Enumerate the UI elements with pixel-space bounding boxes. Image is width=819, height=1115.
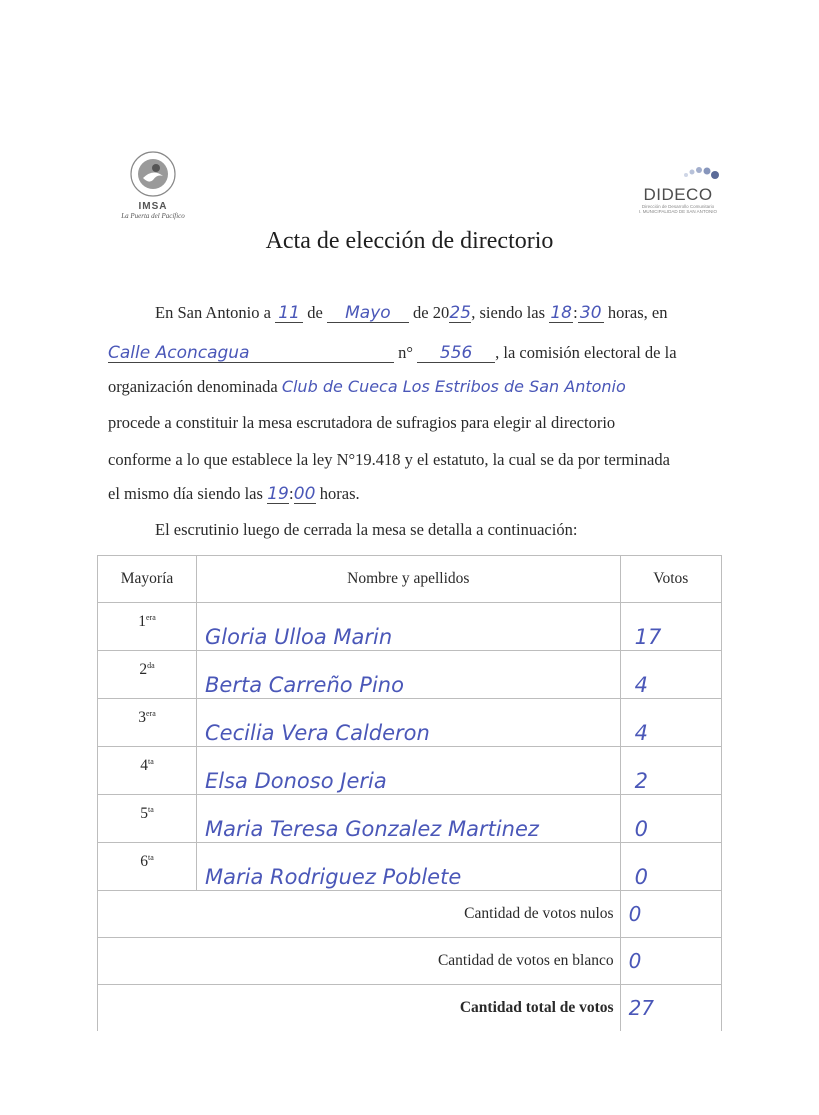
rank-suffix: ta [147,757,154,766]
day-field [275,304,303,323]
dideco-logo-sub2: I. MUNICIPALIDAD DE SAN ANTONIO [638,209,718,214]
candidate-name: Berta Carreño Pino [205,673,404,697]
candidate-votes: 2 [634,769,648,793]
null-votes-cell [620,891,721,938]
rank-suffix: ta [147,805,154,814]
candidate-votes: 0 [634,817,648,841]
row-rank [98,843,197,891]
end-hour-field [267,485,289,504]
candidate-votes: 17 [634,625,662,649]
text-colon: : [573,303,578,322]
row-votes [620,699,721,747]
para-line-3 [108,377,668,397]
candidate-name: Cecilia Vera Calderon [205,721,430,745]
text-year-prefix: de 20 [413,303,450,322]
table-row [98,843,722,891]
rank-number: 4 [140,757,148,775]
number-field [417,344,495,363]
blank-votes-row [98,938,722,985]
text-comision-electoral: , la comisión electoral de la [495,343,677,362]
header-name: Nombre y apellidos [197,556,621,603]
candidate-votes: 4 [634,721,648,745]
row-votes [620,795,721,843]
imsa-logo [108,150,198,230]
text-en-san-antonio: En San Antonio a [155,303,271,322]
row-rank [98,699,197,747]
para-line-7: El escrutinio luego de cerrada la mesa se detalla a continuación: [155,520,578,539]
rank-number: 3 [138,709,146,727]
row-rank [98,651,197,699]
rank-suffix: ta [147,853,154,862]
dideco-logo-sub1: Dirección de Desarrollo Comunitario [641,204,715,209]
end-min-field [294,485,316,504]
table-row [98,699,722,747]
start-hour-value: 18 [550,303,572,323]
org-name-field [282,378,668,396]
candidate-name: Maria Teresa Gonzalez Martinez [205,817,539,841]
imsa-logo-name: IMSA [138,201,168,212]
street-value: Calle Aconcagua [108,343,250,363]
row-name [197,651,621,699]
row-votes [620,603,721,651]
row-votes [620,843,721,891]
row-name [197,795,621,843]
row-rank [98,795,197,843]
table-row [98,603,722,651]
para-line-2 [108,343,677,363]
blank-votes-label: Cantidad de votos en blanco [98,938,621,985]
number-value: 556 [439,343,473,363]
row-rank [98,747,197,795]
dideco-dots-icon [628,163,728,181]
para-line-6 [108,484,360,504]
table-header-row [98,556,722,603]
text-de: de [307,303,323,322]
rank-suffix: era [146,613,156,622]
org-name-value: Club de Cueca Los Estribos de San Antonio [281,377,626,396]
row-rank [98,603,197,651]
candidate-name: Elsa Donoso Jeria [205,769,387,793]
rank-suffix: da [147,661,155,670]
total-votes-value: 27 [628,996,655,1020]
row-votes [620,651,721,699]
results-table [97,555,722,1031]
rank-number: 1 [138,613,146,631]
text-colon-2: : [289,484,294,503]
municipal-seal-icon [129,150,177,198]
text-number-label: n° [398,343,413,362]
month-value: Mayo [345,303,391,323]
imsa-logo-tagline: La Puerta del Pacífico [121,212,185,220]
para-line-5: conforme a lo que establece la ley N°19.418 y el estatuto, la cual se da por terminada [108,450,670,469]
candidate-name: Gloria Ulloa Marin [205,625,393,649]
candidate-votes: 0 [634,865,648,889]
row-name [197,843,621,891]
text-horas: horas. [319,484,360,503]
page-title: Acta de elección de directorio [265,228,554,254]
null-votes-label: Cantidad de votos nulos [98,891,621,938]
street-field [108,344,394,363]
blank-votes-cell [620,938,721,985]
candidate-votes: 4 [634,673,648,697]
start-hour-field [549,304,573,323]
text-horas-en: horas, en [607,303,668,322]
para-line-1 [155,303,667,323]
total-votes-row [98,985,722,1032]
start-min-value: 30 [579,303,602,323]
row-votes [620,747,721,795]
text-mismo-dia: el mismo día siendo las [108,484,263,503]
header-rank: Mayoría [98,556,197,603]
dideco-logo [628,163,728,223]
dideco-logo-name: DIDECO [643,185,713,204]
end-min-value: 00 [293,484,316,504]
table-row [98,747,722,795]
blank-votes-value: 0 [628,949,642,973]
rank-suffix: era [146,709,156,718]
table-row [98,651,722,699]
row-name [197,603,621,651]
null-votes-value: 0 [628,902,642,926]
text-organizacion: organización denominada [108,377,278,396]
null-votes-row [98,891,722,938]
day-value: 11 [278,303,300,323]
rank-number: 6 [140,853,148,871]
rank-number: 5 [140,805,148,823]
year-value: 25 [449,303,472,323]
header-votes: Votos [620,556,721,603]
row-name [197,699,621,747]
row-name [197,747,621,795]
candidate-name: Maria Rodriguez Poblete [205,865,462,889]
start-min-field [578,304,604,323]
total-votes-cell [620,985,721,1032]
total-votes-label: Cantidad total de votos [98,985,621,1032]
month-field [327,304,409,323]
table-row [98,795,722,843]
year-field [449,304,471,323]
rank-number: 2 [139,661,148,679]
text-siendo-las: , siendo las [471,303,546,322]
para-line-4: procede a constituir la mesa escrutadora de sufragios para elegir al directorio [108,413,616,432]
end-hour-value: 19 [267,484,289,504]
